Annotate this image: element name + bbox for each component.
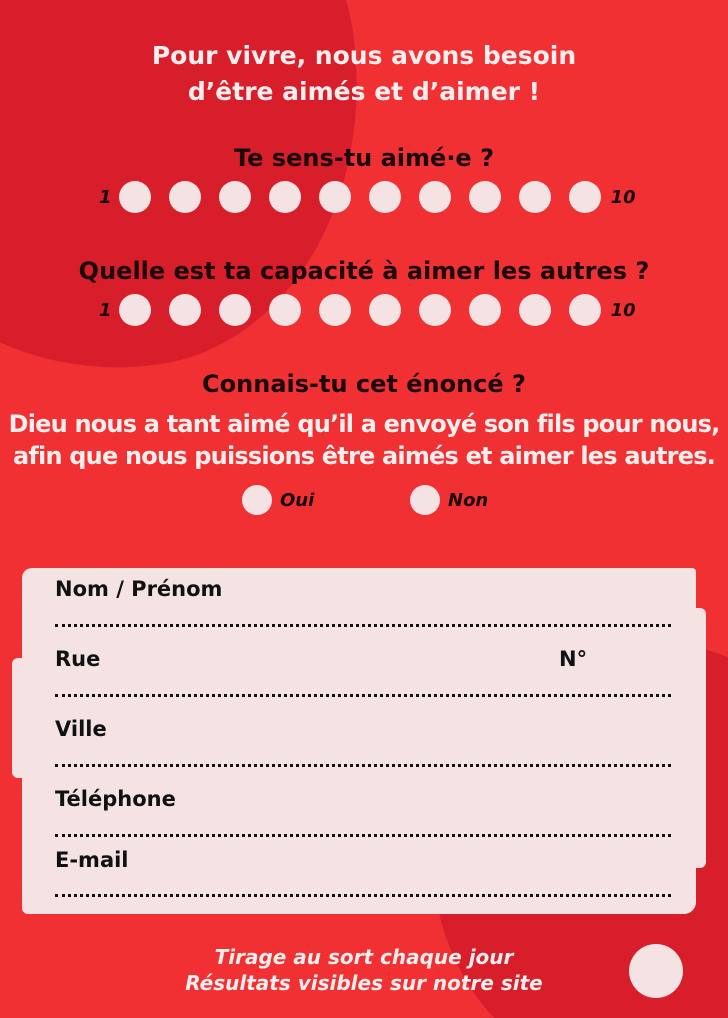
headline	[0, 38, 728, 110]
rating-dot-2[interactable]	[169, 294, 201, 326]
phone-input-line[interactable]	[55, 834, 671, 837]
question-feel-loved: Te sens-tu aimé·e ?	[233, 144, 494, 172]
radio-non[interactable]	[410, 485, 440, 515]
choice-oui[interactable]	[242, 485, 314, 515]
choice-non-label: Non	[448, 489, 489, 511]
rating-dot-7[interactable]	[419, 294, 451, 326]
choice-oui-label: Oui	[280, 489, 315, 511]
email-input-line[interactable]	[55, 894, 671, 897]
statement-line-2: afin que nous puissions être aimés et aimer les autres.	[13, 442, 715, 470]
question-know-statement: Connais-tu cet énoncé ?	[202, 370, 526, 398]
question-capacity-to-love: Quelle est ta capacité à aimer les autres ?	[78, 257, 650, 285]
scale-max-label: 10	[610, 186, 636, 208]
bible-statement	[0, 408, 728, 472]
city-input-line[interactable]	[55, 764, 671, 767]
rating-dot-4[interactable]	[269, 181, 301, 213]
rating-options	[119, 294, 601, 326]
rating-dot-6[interactable]	[369, 294, 401, 326]
rating-dot-1[interactable]	[119, 181, 151, 213]
rating-dot-10[interactable]	[569, 294, 601, 326]
footer-circle-decoration	[629, 944, 683, 998]
street-number-label: N°	[559, 647, 588, 671]
name-input-line[interactable]	[55, 624, 671, 627]
name-label: Nom / Prénom	[55, 577, 223, 601]
street-label: Rue	[55, 647, 101, 671]
email-label: E-mail	[55, 848, 129, 872]
choice-non[interactable]	[410, 485, 488, 515]
rating-dot-5[interactable]	[319, 294, 351, 326]
rating-dot-9[interactable]	[519, 294, 551, 326]
rating-scale-capacity-to-love	[96, 293, 636, 327]
headline-line-2: d’être aimés et d’aimer !	[187, 77, 541, 106]
rating-dot-7[interactable]	[419, 181, 451, 213]
rating-dot-1[interactable]	[119, 294, 151, 326]
scale-min-label: 1	[99, 186, 112, 208]
rating-options	[119, 181, 601, 213]
rating-dot-8[interactable]	[469, 181, 501, 213]
rating-dot-2[interactable]	[169, 181, 201, 213]
footer-line-2: Résultats visibles sur notre site	[185, 971, 543, 995]
footer-line-1: Tirage au sort chaque jour	[214, 945, 514, 969]
rating-dot-5[interactable]	[319, 181, 351, 213]
scale-min-label: 1	[99, 299, 112, 321]
statement-line-1: Dieu nous a tant aimé qu’il a envoyé son fils pour nous,	[8, 410, 720, 438]
scale-max-label: 10	[610, 299, 636, 321]
rating-dot-8[interactable]	[469, 294, 501, 326]
phone-label: Téléphone	[55, 787, 176, 811]
rating-scale-feel-loved	[96, 180, 636, 214]
rating-dot-9[interactable]	[519, 181, 551, 213]
rating-dot-3[interactable]	[219, 181, 251, 213]
rating-dot-6[interactable]	[369, 181, 401, 213]
street-input-line[interactable]	[55, 694, 671, 697]
footer-text	[0, 944, 728, 996]
rating-dot-10[interactable]	[569, 181, 601, 213]
yes-no-choices	[0, 485, 728, 517]
rating-dot-3[interactable]	[219, 294, 251, 326]
headline-line-1: Pour vivre, nous avons besoin	[151, 41, 577, 70]
rating-dot-4[interactable]	[269, 294, 301, 326]
radio-oui[interactable]	[242, 485, 272, 515]
city-label: Ville	[55, 717, 107, 741]
